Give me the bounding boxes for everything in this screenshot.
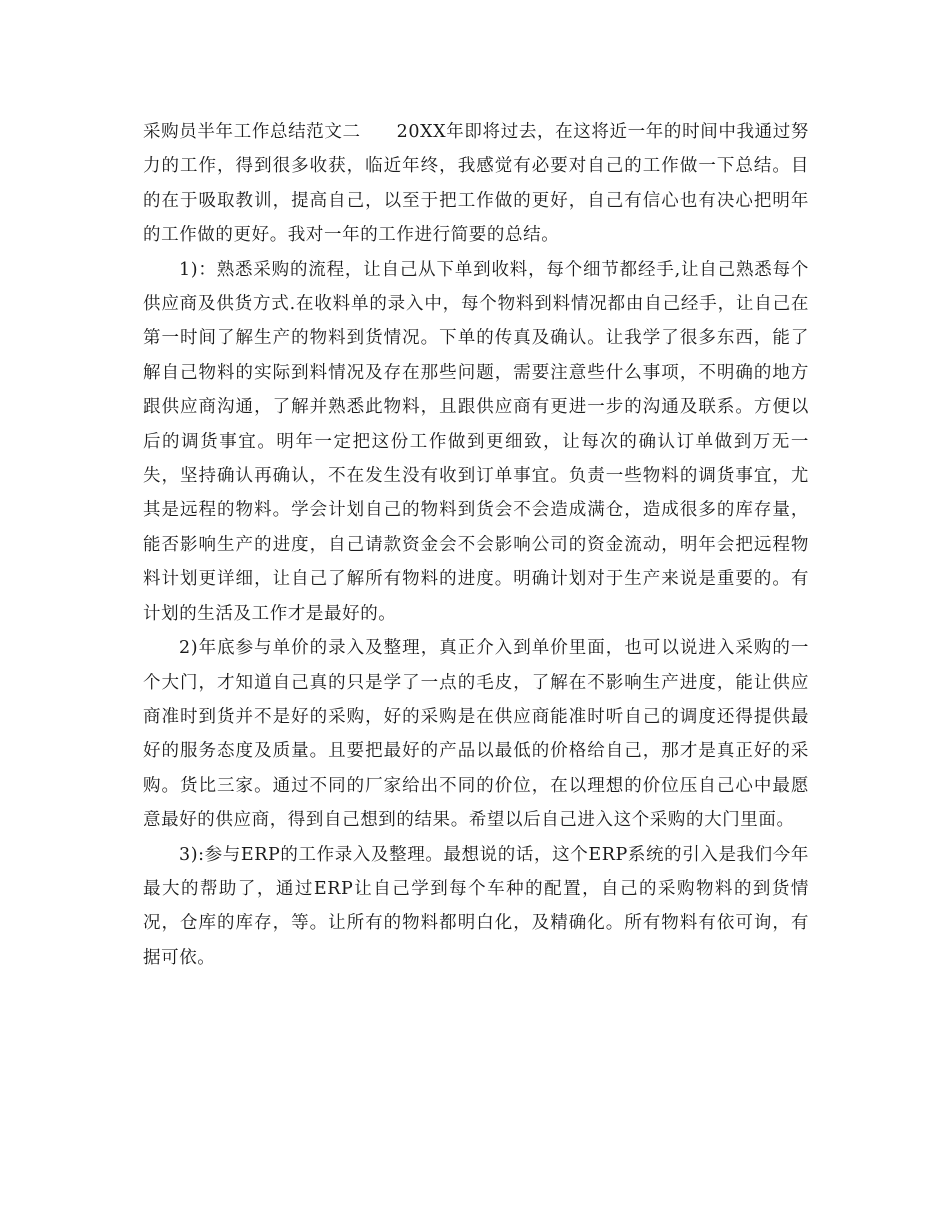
document-title: 采购员半年工作总结范文二 bbox=[143, 122, 361, 142]
paragraph-1: 1)：熟悉采购的流程，让自己从下单到收料，每个细节都经手,让自己熟悉每个供应商及供货方式.在收料单的录入中，每个物料到料情况都由自己经手，让自己在第一时间了解生产的物料到货情况。下单的传真及确认。让我学了很多东西，能了解自己物料的实际到料情况及存在那些问题，需要注意些什么事项，不明确的地方跟供应商沟通，了解并熟悉此物料，且跟供应商有更进一步的沟通及联系。方便以后的调货事宜。明年一定把这份工作做到更细致，让每次的确认订单做到万无一失，坚持确认再确认，不在发生没有收到订单事宜。负责一些物料的调货事宜，尤其是远程的物料。学会计划自己的物料到货会不会造成满仓，造成很多的库存量，能否影响生产的进度，自己请款资金会不会影响公司的资金流动，明年会把远程物料计划更详细，让自己了解所有物料的进度。明确计划对于生产来说是重要的。有计划的生活及工作才是最好的。 bbox=[143, 259, 809, 624]
document-body bbox=[143, 115, 809, 975]
paragraph-3: 3):参与ERP的工作录入及整理。最想说的话，这个ERP系统的引入是我们今年最大的帮助了，通过ERP让自己学到每个车种的配置，自己的采购物料的到货情况，仓库的库存，等。让所有的物料都明白化，及精确化。所有物料有依可询，有据可依。 bbox=[143, 844, 809, 968]
title-intro-paragraph bbox=[143, 115, 809, 253]
paragraph-2: 2)年底参与单价的录入及整理，真正介入到单价里面，也可以说进入采购的一个大门，才知道自己真的只是学了一点的毛皮，了解在不影响生产进度，能让供应商准时到货并不是好的采购，好的采购是在供应商能准时听自己的调度还得提供最好的服务态度及质量。且要把最好的产品以最低的价格给自己，那才是真正好的采购。货比三家。通过不同的厂家给出不同的价位，在以理想的价位压自己心中最愿意最好的供应商，得到自己想到的结果。希望以后自己进入这个采购的大门里面。 bbox=[143, 638, 809, 831]
intro-text: 20XX年即将过去，在这将近一年的时间中我通过努力的工作，得到很多收获，临近年终，我感觉有必要对自己的工作做一下总结。目的在于吸取教训，提高自己，以至于把工作做的更好，自己有信心也有决心把明年的工作做的更好。我对一年的工作进行简要的总结。 bbox=[143, 122, 809, 246]
